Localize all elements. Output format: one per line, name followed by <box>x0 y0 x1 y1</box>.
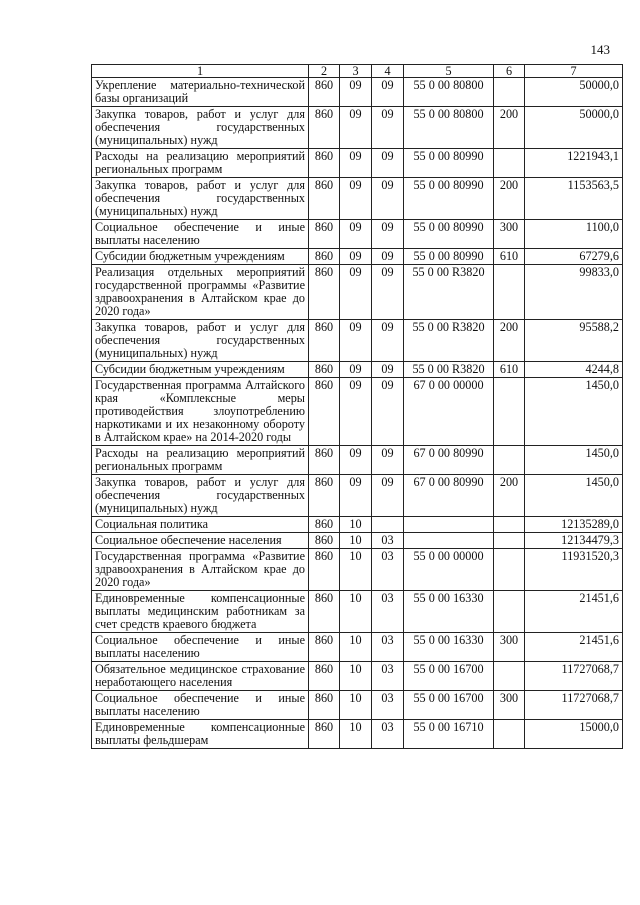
amount-cell: 21451,6 <box>525 591 623 633</box>
name-cell: Реализация отдельных мероприятий государственной программы «Развитие здравоохранения в Алтайском крае до 2020 года» <box>92 265 309 320</box>
ved-cell: 860 <box>309 591 340 633</box>
ved-cell: 860 <box>309 265 340 320</box>
target-article-cell: 55 0 00 80800 <box>404 78 494 107</box>
expense-type-cell: 300 <box>494 691 525 720</box>
ved-cell: 860 <box>309 149 340 178</box>
expense-type-cell: 200 <box>494 475 525 517</box>
target-article-cell <box>404 533 494 549</box>
table-row <box>92 78 623 107</box>
podrazdel-cell: 09 <box>372 446 404 475</box>
header-cell: 6 <box>494 65 525 78</box>
razdel-cell: 09 <box>340 475 372 517</box>
razdel-cell: 09 <box>340 107 372 149</box>
podrazdel-cell: 09 <box>372 320 404 362</box>
table-row <box>92 446 623 475</box>
podrazdel-cell: 03 <box>372 662 404 691</box>
podrazdel-cell: 09 <box>372 475 404 517</box>
razdel-cell: 10 <box>340 549 372 591</box>
ved-cell: 860 <box>309 249 340 265</box>
header-cell: 7 <box>525 65 623 78</box>
razdel-cell: 09 <box>340 362 372 378</box>
target-article-cell: 55 0 00 80990 <box>404 220 494 249</box>
name-cell: Государственная программа «Развитие здравоохранения в Алтайском крае до 2020 года» <box>92 549 309 591</box>
amount-cell: 4244,8 <box>525 362 623 378</box>
razdel-cell: 10 <box>340 517 372 533</box>
podrazdel-cell: 09 <box>372 265 404 320</box>
amount-cell: 1100,0 <box>525 220 623 249</box>
razdel-cell: 09 <box>340 78 372 107</box>
amount-cell: 11727068,7 <box>525 662 623 691</box>
table-body <box>92 78 623 749</box>
podrazdel-cell: 09 <box>372 178 404 220</box>
target-article-cell: 55 0 00 80990 <box>404 178 494 220</box>
expense-type-cell <box>494 591 525 633</box>
amount-cell: 1450,0 <box>525 378 623 446</box>
expense-type-cell: 610 <box>494 362 525 378</box>
target-article-cell: 55 0 00 R3820 <box>404 362 494 378</box>
razdel-cell: 10 <box>340 633 372 662</box>
name-cell: Государственная программа Алтайского края «Комплексные меры противодействия злоупотреблению наркотиками и их незаконному обороту в Алтайском крае» на 2014-2020 годы <box>92 378 309 446</box>
target-article-cell: 67 0 00 80990 <box>404 446 494 475</box>
amount-cell: 50000,0 <box>525 107 623 149</box>
podrazdel-cell <box>372 517 404 533</box>
expense-type-cell: 300 <box>494 220 525 249</box>
razdel-cell: 10 <box>340 662 372 691</box>
razdel-cell: 09 <box>340 446 372 475</box>
razdel-cell: 09 <box>340 265 372 320</box>
expense-type-cell: 200 <box>494 107 525 149</box>
razdel-cell: 10 <box>340 533 372 549</box>
name-cell: Социальное обеспечение и иные выплаты населению <box>92 691 309 720</box>
expense-type-cell <box>494 149 525 178</box>
name-cell: Социальное обеспечение и иные выплаты населению <box>92 633 309 662</box>
podrazdel-cell: 09 <box>372 107 404 149</box>
header-cell: 2 <box>309 65 340 78</box>
name-cell: Расходы на реализацию мероприятий региональных программ <box>92 446 309 475</box>
table-row <box>92 265 623 320</box>
amount-cell: 21451,6 <box>525 633 623 662</box>
ved-cell: 860 <box>309 320 340 362</box>
ved-cell: 860 <box>309 720 340 749</box>
podrazdel-cell: 09 <box>372 149 404 178</box>
name-cell: Единовременные компенсационные выплаты медицинским работникам за счет средств краевого бюджета <box>92 591 309 633</box>
razdel-cell: 09 <box>340 249 372 265</box>
podrazdel-cell: 09 <box>372 378 404 446</box>
table-row <box>92 378 623 446</box>
target-article-cell: 55 0 00 16700 <box>404 691 494 720</box>
expense-type-cell <box>494 378 525 446</box>
target-article-cell: 67 0 00 80990 <box>404 475 494 517</box>
target-article-cell: 55 0 00 80800 <box>404 107 494 149</box>
amount-cell: 1450,0 <box>525 475 623 517</box>
target-article-cell: 55 0 00 80990 <box>404 249 494 265</box>
podrazdel-cell: 09 <box>372 249 404 265</box>
amount-cell: 12135289,0 <box>525 517 623 533</box>
name-cell: Закупка товаров, работ и услуг для обеспечения государственных (муниципальных) нужд <box>92 178 309 220</box>
table-row <box>92 633 623 662</box>
ved-cell: 860 <box>309 517 340 533</box>
amount-cell: 1153563,5 <box>525 178 623 220</box>
expense-type-cell <box>494 78 525 107</box>
ved-cell: 860 <box>309 633 340 662</box>
expense-type-cell <box>494 533 525 549</box>
target-article-cell: 55 0 00 00000 <box>404 549 494 591</box>
name-cell: Субсидии бюджетным учреждениям <box>92 249 309 265</box>
table-row <box>92 220 623 249</box>
table-row <box>92 591 623 633</box>
target-article-cell <box>404 517 494 533</box>
ved-cell: 860 <box>309 446 340 475</box>
expense-type-cell <box>494 720 525 749</box>
table-row <box>92 549 623 591</box>
table-row <box>92 178 623 220</box>
amount-cell: 1221943,1 <box>525 149 623 178</box>
name-cell: Закупка товаров, работ и услуг для обеспечения государственных (муниципальных) нужд <box>92 320 309 362</box>
table-row <box>92 249 623 265</box>
name-cell: Расходы на реализацию мероприятий региональных программ <box>92 149 309 178</box>
expense-type-cell <box>494 517 525 533</box>
expense-type-cell: 200 <box>494 320 525 362</box>
expense-type-cell: 200 <box>494 178 525 220</box>
target-article-cell: 67 0 00 00000 <box>404 378 494 446</box>
razdel-cell: 09 <box>340 149 372 178</box>
expense-type-cell: 300 <box>494 633 525 662</box>
ved-cell: 860 <box>309 178 340 220</box>
razdel-cell: 10 <box>340 691 372 720</box>
expense-type-cell <box>494 446 525 475</box>
budget-table <box>91 64 623 749</box>
table-row <box>92 662 623 691</box>
ved-cell: 860 <box>309 107 340 149</box>
amount-cell: 67279,6 <box>525 249 623 265</box>
amount-cell: 50000,0 <box>525 78 623 107</box>
podrazdel-cell: 03 <box>372 720 404 749</box>
podrazdel-cell: 09 <box>372 78 404 107</box>
header-cell: 1 <box>92 65 309 78</box>
expense-type-cell <box>494 265 525 320</box>
header-cell: 5 <box>404 65 494 78</box>
podrazdel-cell: 09 <box>372 220 404 249</box>
ved-cell: 860 <box>309 78 340 107</box>
amount-cell: 15000,0 <box>525 720 623 749</box>
target-article-cell: 55 0 00 R3820 <box>404 265 494 320</box>
target-article-cell: 55 0 00 16710 <box>404 720 494 749</box>
ved-cell: 860 <box>309 533 340 549</box>
table-row <box>92 320 623 362</box>
name-cell: Закупка товаров, работ и услуг для обеспечения государственных (муниципальных) нужд <box>92 107 309 149</box>
amount-cell: 99833,0 <box>525 265 623 320</box>
ved-cell: 860 <box>309 691 340 720</box>
amount-cell: 95588,2 <box>525 320 623 362</box>
target-article-cell: 55 0 00 R3820 <box>404 320 494 362</box>
table-row <box>92 517 623 533</box>
ved-cell: 860 <box>309 662 340 691</box>
name-cell: Укрепление материально-технической базы организаций <box>92 78 309 107</box>
razdel-cell: 09 <box>340 220 372 249</box>
ved-cell: 860 <box>309 220 340 249</box>
page-number: 143 <box>590 42 610 57</box>
razdel-cell: 10 <box>340 720 372 749</box>
podrazdel-cell: 03 <box>372 591 404 633</box>
header-row <box>92 65 623 78</box>
table-row <box>92 149 623 178</box>
table-row <box>92 475 623 517</box>
amount-cell: 1450,0 <box>525 446 623 475</box>
amount-cell: 12134479,3 <box>525 533 623 549</box>
expense-type-cell <box>494 549 525 591</box>
ved-cell: 860 <box>309 549 340 591</box>
target-article-cell: 55 0 00 16330 <box>404 633 494 662</box>
podrazdel-cell: 03 <box>372 691 404 720</box>
amount-cell: 11727068,7 <box>525 691 623 720</box>
header-cell: 4 <box>372 65 404 78</box>
razdel-cell: 09 <box>340 178 372 220</box>
name-cell: Обязательное медицинское страхование неработающего населения <box>92 662 309 691</box>
podrazdel-cell: 03 <box>372 533 404 549</box>
name-cell: Субсидии бюджетным учреждениям <box>92 362 309 378</box>
ved-cell: 860 <box>309 475 340 517</box>
header-cell: 3 <box>340 65 372 78</box>
expense-type-cell <box>494 662 525 691</box>
name-cell: Социальное обеспечение и иные выплаты населению <box>92 220 309 249</box>
ved-cell: 860 <box>309 362 340 378</box>
razdel-cell: 10 <box>340 591 372 633</box>
table-row <box>92 691 623 720</box>
target-article-cell: 55 0 00 16700 <box>404 662 494 691</box>
razdel-cell: 09 <box>340 320 372 362</box>
expense-type-cell: 610 <box>494 249 525 265</box>
name-cell: Единовременные компенсационные выплаты фельдшерам <box>92 720 309 749</box>
amount-cell: 11931520,3 <box>525 549 623 591</box>
table-row <box>92 720 623 749</box>
target-article-cell: 55 0 00 80990 <box>404 149 494 178</box>
table-row <box>92 107 623 149</box>
ved-cell: 860 <box>309 378 340 446</box>
name-cell: Социальное обеспечение населения <box>92 533 309 549</box>
podrazdel-cell: 09 <box>372 362 404 378</box>
name-cell: Закупка товаров, работ и услуг для обеспечения государственных (муниципальных) нужд <box>92 475 309 517</box>
podrazdel-cell: 03 <box>372 633 404 662</box>
razdel-cell: 09 <box>340 378 372 446</box>
podrazdel-cell: 03 <box>372 549 404 591</box>
table-row <box>92 533 623 549</box>
name-cell: Социальная политика <box>92 517 309 533</box>
table-row <box>92 362 623 378</box>
target-article-cell: 55 0 00 16330 <box>404 591 494 633</box>
